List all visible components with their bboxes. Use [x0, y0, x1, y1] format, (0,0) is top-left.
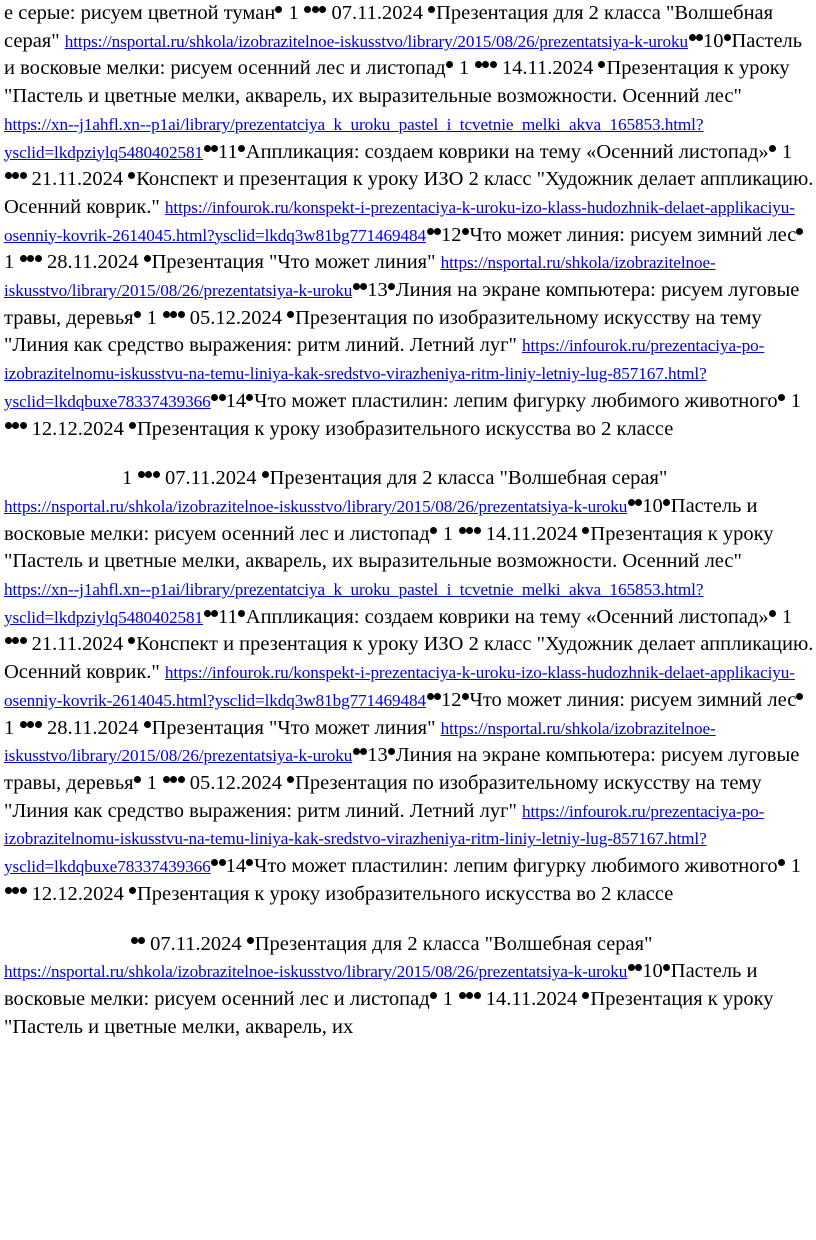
dot-icon — [427, 693, 434, 700]
double-dot-icon — [352, 744, 367, 766]
bullet-dot-icon — [129, 422, 136, 429]
double-dot-icon — [211, 855, 226, 877]
dot-icon — [211, 145, 218, 152]
text-run: Презентация к уроку "Пастель и цветные мелки, акварель, их — [4, 987, 774, 1038]
text-run: Презентация для 2 класса "Волшебная серая" — [269, 467, 668, 490]
dot-icon — [211, 394, 218, 401]
bullet-dot-icon — [428, 6, 435, 13]
text-run: 1 — [122, 467, 138, 490]
dot-icon — [204, 145, 211, 152]
triple-dot-icon — [162, 307, 185, 329]
hyperlink[interactable]: https://infourok.ru/prezentaciya-po-izobrazitelnomu-iskusstvu-na-temu-liniya-kak-sredstvo-virazheniya-ritm-liniy-letniy-lug-857167.html?ysclid=lkdqbuxe78337439366 — [4, 336, 765, 411]
triple-dot-icon — [4, 168, 27, 190]
hyperlink[interactable]: https://nsportal.ru/shkola/izobrazitelnoe-iskusstvo/library/2015/08/26/prezentatsiya-k-uroku — [4, 962, 628, 982]
dot-icon — [434, 228, 441, 235]
hyperlink[interactable]: https://infourok.ru/konspekt-i-prezentaciya-k-uroku-izo-klass-hudozhnik-delaet-applikaciyu-osenniy-kovrik-2614045.html?ysclid=lkdq3w81bg771469484 — [4, 663, 795, 710]
bullet-dot-icon — [247, 937, 254, 944]
text-run: 1 — [776, 605, 793, 628]
paragraph-3 — [4, 931, 814, 1042]
text-run: Пастель и восковые мелки: рисуем осенний лес и листопад — [4, 960, 758, 1010]
text-run: Презентация к уроку "Пастель и цветные мелки, акварель, их выразительные возможности. Осенний лес" — [4, 57, 790, 108]
dot-icon — [211, 859, 218, 866]
bullet-dot-icon — [287, 776, 294, 783]
text-run: Презентация по изобразительному искусству на тему "Линия как средство выражения: ритм линий. Летний луг" — [4, 771, 762, 822]
hyperlink[interactable]: https://nsportal.ru/shkola/izobrazitelnoe-iskusstvo/library/2015/08/26/prezentatsiya-k-uroku — [4, 496, 628, 516]
double-dot-icon — [203, 606, 218, 628]
hyperlink[interactable]: https://nsportal.ru/shkola/izobrazitelnoe-iskusstvo/library/2015/08/26/prezentatsiya-k-uroku — [4, 253, 716, 301]
text-run: Презентация "Что может линия" — [151, 251, 441, 274]
text-run: Что может пластилин: лепим фигурку любимого животного — [254, 389, 778, 412]
dot-icon — [5, 172, 12, 179]
bullet-dot-icon — [778, 394, 785, 401]
dot-icon — [12, 172, 19, 179]
text-run: 28.11.2024 — [41, 716, 144, 739]
bullet-dot-icon — [724, 34, 731, 41]
dot-icon — [12, 422, 19, 429]
dot-icon — [628, 499, 635, 506]
text-run: Презентация к уроку изобразительного искусства во 2 классе — [137, 417, 674, 440]
text-run: Аппликация: создаем коврики на тему «Осенний листопад» — [245, 140, 769, 163]
text-run: Что может линия: рисуем зимний лес — [469, 223, 797, 246]
dot-icon — [628, 964, 635, 971]
text-run: 07.11.2024 — [326, 2, 429, 24]
hyperlink[interactable]: https://xn--j1ahfl.xn--p1ai/library/prezentatciya_k_uroku_pastel_i_tcvetnie_melki_akva_165853.html?ysclid=lkdpziylq5480402581 — [4, 580, 704, 627]
dot-icon — [12, 887, 19, 894]
dot-icon — [219, 394, 226, 401]
text-run: 14.11.2024 — [496, 57, 599, 80]
hyperlink[interactable]: https://nsportal.ru/shkola/izobrazitelnoe-iskusstvo/library/2015/08/26/prezentatsiya-k-uroku — [64, 31, 688, 51]
text-run: 13 — [367, 279, 388, 302]
dot-icon — [353, 748, 360, 755]
double-dot-icon — [352, 279, 367, 301]
text-run: 10 — [703, 29, 724, 52]
dot-icon — [475, 61, 482, 68]
dot-icon — [474, 992, 481, 999]
text-run: е серые: рисуем цветной туман — [4, 2, 276, 24]
bullet-dot-icon — [769, 145, 776, 152]
triple-dot-icon — [458, 523, 481, 545]
bullet-dot-icon — [287, 311, 294, 318]
text-run: 1 — [776, 140, 793, 163]
dot-icon — [5, 887, 12, 894]
bullet-dot-icon — [246, 859, 253, 866]
text-run: Конспект и презентация к уроку ИЗО 2 класс "Художник делает аппликацию. Осенний коврик." — [4, 168, 814, 218]
bullet-dot-icon — [430, 527, 437, 534]
hyperlink[interactable]: https://nsportal.ru/shkola/izobrazitelnoe-iskusstvo/library/2015/08/26/prezentatsiya-k-uroku — [4, 718, 716, 766]
text-run: Аппликация: создаем коврики на тему «Осенний листопад» — [245, 605, 769, 628]
text-run: Пастель и восковые мелки: рисуем осенний лес и листопад — [4, 494, 758, 545]
bullet-dot-icon — [582, 527, 589, 534]
text-run: 1 — [141, 771, 163, 794]
dot-icon — [27, 721, 34, 728]
double-dot-icon — [627, 495, 642, 517]
double-dot-icon — [426, 689, 441, 711]
text-run: 21.11.2024 — [26, 633, 129, 656]
text-run: 1 — [4, 716, 20, 739]
dot-icon — [35, 721, 42, 728]
text-run: 07.11.2024 — [145, 932, 247, 955]
dot-icon — [178, 311, 185, 318]
text-run: 1 — [4, 251, 20, 274]
triple-dot-icon — [4, 418, 27, 440]
double-dot-icon — [203, 141, 218, 163]
text-run: Презентация по изобразительному искусству на тему "Линия как средство выражения: ритм линий. Летний луг" — [4, 306, 762, 357]
text-run: 28.11.2024 — [41, 251, 144, 274]
text-run: 1 — [437, 987, 459, 1010]
paragraph-1 — [4, 0, 814, 443]
hyperlink[interactable]: https://infourok.ru/prezentaciya-po-izobrazitelnomu-iskusstvu-na-temu-liniya-kak-sredstvo-virazheniya-ritm-liniy-letniy-lug-857167.html?ysclid=lkdqbuxe78337439366 — [4, 801, 765, 877]
dot-icon — [474, 527, 481, 534]
text-run: 1 — [141, 306, 163, 329]
dot-icon — [466, 527, 473, 534]
text-run: Что может линия: рисуем зимний лес — [469, 688, 797, 711]
triple-dot-icon — [162, 772, 185, 794]
dot-icon — [211, 610, 218, 617]
bullet-dot-icon — [262, 471, 269, 478]
text-run: 07.11.2024 — [159, 467, 262, 490]
text-run: 14.11.2024 — [480, 987, 583, 1010]
dot-icon — [304, 6, 311, 13]
text-run: Презентация к уроку изобразительного искусства во 2 классе — [137, 882, 674, 905]
triple-dot-icon — [4, 633, 27, 655]
dot-icon — [466, 992, 473, 999]
text-run: 12.12.2024 — [26, 417, 129, 440]
dot-icon — [178, 776, 185, 783]
triple-dot-icon — [458, 988, 481, 1010]
bullet-dot-icon — [430, 992, 437, 999]
text-run: Линия на экране компьютера: рисуем луговые травы, деревья — [4, 279, 800, 329]
dot-icon — [27, 255, 34, 262]
double-dot-icon — [688, 30, 703, 52]
bullet-dot-icon — [144, 721, 151, 728]
double-dot-icon — [426, 224, 441, 246]
dot-icon — [131, 937, 138, 944]
dot-icon — [219, 859, 226, 866]
dot-icon — [138, 937, 145, 944]
bullet-dot-icon — [769, 610, 776, 617]
bullet-dot-icon — [275, 6, 282, 13]
paragraph-2 — [4, 465, 814, 908]
dot-icon — [696, 34, 703, 41]
dot-icon — [312, 6, 319, 13]
bullet-dot-icon — [796, 228, 803, 235]
bullet-dot-icon — [446, 61, 453, 68]
bullet-dot-icon — [462, 693, 469, 700]
bullet-dot-icon — [134, 776, 141, 783]
text-run: 05.12.2024 — [184, 771, 288, 794]
bullet-dot-icon — [663, 499, 670, 506]
dot-icon — [204, 610, 211, 617]
double-dot-icon — [130, 933, 145, 955]
text-run: Презентация для 2 класса "Волшебная серая" — [4, 2, 774, 52]
dot-icon — [482, 61, 489, 68]
bullet-dot-icon — [238, 610, 245, 617]
bullet-dot-icon — [238, 145, 245, 152]
dot-icon — [20, 721, 27, 728]
dot-icon — [12, 637, 19, 644]
dot-icon — [427, 228, 434, 235]
bullet-dot-icon — [796, 693, 803, 700]
text-run: 1 — [283, 2, 304, 24]
text-run: Линия на экране компьютера: рисуем луговые травы, деревья — [4, 744, 800, 794]
bullet-dot-icon — [134, 311, 141, 318]
text-run: 14 — [225, 855, 247, 878]
dot-icon — [459, 992, 466, 999]
triple-dot-icon — [137, 467, 160, 489]
text-run: 11 — [218, 605, 238, 628]
text-run: Презентация "Что может линия" — [151, 716, 441, 739]
text-run: 14 — [225, 389, 247, 412]
text-run: 21.11.2024 — [26, 168, 129, 191]
dot-icon — [490, 61, 497, 68]
triple-dot-icon — [19, 251, 42, 273]
bullet-dot-icon — [462, 228, 469, 235]
text-run: 12.12.2024 — [26, 882, 129, 905]
triple-dot-icon — [304, 2, 327, 24]
bullet-dot-icon — [598, 61, 605, 68]
text-run: 05.12.2024 — [184, 306, 288, 329]
dot-icon — [434, 693, 441, 700]
bullet-dot-icon — [388, 283, 395, 290]
dot-icon — [163, 776, 170, 783]
text-run: 1 — [785, 389, 802, 412]
dot-icon — [20, 255, 27, 262]
dot-icon — [20, 172, 27, 179]
text-run: 10 — [642, 960, 663, 983]
triple-dot-icon — [19, 717, 42, 739]
dot-icon — [153, 471, 160, 478]
text-run: 10 — [642, 494, 663, 517]
dot-icon — [145, 471, 152, 478]
double-dot-icon — [627, 960, 642, 982]
bullet-dot-icon — [246, 394, 253, 401]
dot-icon — [689, 34, 696, 41]
hyperlink[interactable]: https://xn--j1ahfl.xn--p1ai/library/prezentatciya_k_uroku_pastel_i_tcvetnie_melki_akva_165853.html?ysclid=lkdpziylq5480402581 — [4, 114, 704, 162]
bullet-dot-icon — [128, 637, 135, 644]
double-dot-icon — [211, 390, 226, 412]
dot-icon — [163, 311, 170, 318]
dot-icon — [20, 422, 27, 429]
bullet-dot-icon — [663, 964, 670, 971]
dot-icon — [20, 637, 27, 644]
bullet-dot-icon — [129, 887, 136, 894]
dot-icon — [459, 527, 466, 534]
dot-icon — [353, 283, 360, 290]
bullet-dot-icon — [128, 172, 135, 179]
text-run: Что может пластилин: лепим фигурку любимого животного — [254, 855, 778, 878]
triple-dot-icon — [474, 57, 497, 79]
dot-icon — [35, 255, 42, 262]
text-run: Конспект и презентация к уроку ИЗО 2 класс "Художник делает аппликацию. Осенний коврик." — [4, 633, 814, 684]
text-run: 12 — [441, 688, 462, 711]
bullet-dot-icon — [778, 859, 785, 866]
text-run: 1 — [453, 57, 475, 80]
triple-dot-icon — [4, 883, 27, 905]
dot-icon — [170, 311, 177, 318]
dot-icon — [170, 776, 177, 783]
text-run: Презентация для 2 класса "Волшебная серая" — [254, 932, 653, 955]
text-run: 12 — [441, 223, 462, 246]
bullet-dot-icon — [582, 992, 589, 999]
bullet-dot-icon — [144, 255, 151, 262]
text-run: 13 — [367, 744, 388, 767]
dot-icon — [138, 471, 145, 478]
hyperlink[interactable]: https://infourok.ru/konspekt-i-prezentaciya-k-uroku-izo-klass-hudozhnik-delaet-applikaciyu-osenniy-kovrik-2614045.html?ysclid=lkdq3w81bg771469484 — [4, 197, 795, 245]
text-run: Пастель и восковые мелки: рисуем осенний лес и листопад — [4, 29, 803, 80]
dot-icon — [20, 887, 27, 894]
dot-icon — [5, 422, 12, 429]
dot-icon — [5, 637, 12, 644]
text-run: 14.11.2024 — [480, 522, 583, 545]
text-run: 11 — [218, 140, 238, 163]
text-run: 1 — [785, 855, 802, 878]
text-run: Презентация к уроку "Пастель и цветные мелки, акварель, их выразительные возможности. Осенний лес" — [4, 522, 774, 573]
text-run: 1 — [437, 522, 459, 545]
bullet-dot-icon — [388, 748, 395, 755]
